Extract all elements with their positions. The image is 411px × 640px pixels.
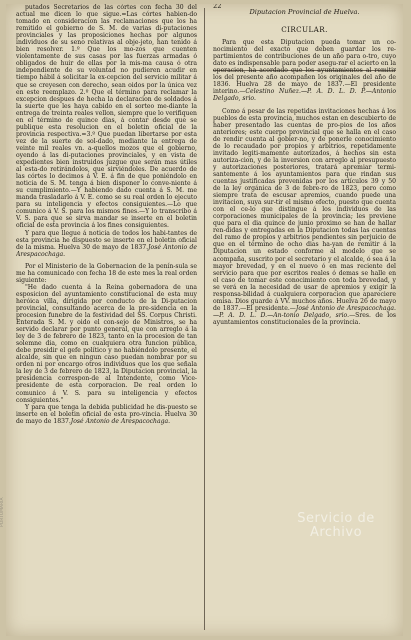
newspaper-page [6,4,403,636]
paragraph-reemplazo: putados Secretarios de las córtes con fecha 30 del actual me dicen lo que sigue.=Las córtes habien-do tomado en consideracion las reclamaciones que los ha remitido el gobierno de S. M. de varias di-putaciones provinciales y las proposiciones hechas por algunos individuos de su seno relativas al obje-jeto, han tenido á bien resolver. 1.º Que los mo-zos que cuenten violentamente de sus casas por las fuerzas armadas ó obligados de huir de ellas por la mis-ma causa ó otra independiente de su voluntad no pudieren acudir en tiempo hábil á solicitar la ex-cepcion del servicio militar á que se creyesen con derecho, sean oidos por la única vez en este reemplazo. 2.º Que el término para reclamar la excepcion despues de hecha la declaracion de soldados á la suerte que les haya cabido en el sorteo me-diante la entrega de treinta reales vellon, siempre que lo verifiquen en el término de quince dias, á contar desde que se publique esta resolucion en el boletin oficial de la provincia respectiva.=3.º Que puedan libertarse por esta vez de la suerte de sol-dado, mediante la entrega de veinte mil reales vn. a-quellos mozos que el gobierno, oyendo á las di-putaciones provinciales, y en vista de expedientes bien instruidos juzgue que serán mas útiles al esta-do retirándolos, que sirviéndoles. De acuerdo de las córtes lo decimos á V. E. á fin de que poniéndolo en noticia de S. M. tenga á bien disponer lo conve-niente á su cumplimiento.—Y habiendo dado cuenta á S. M. me manda trasladarlo á V. E. como se su real orden lo ejecuto para su inteligencia y efectos consiguientes.—Lo que comunico á V. S. para los mismos fines.—Y lo transcribo á V. S. para que se sirva mandar se inserte en el boletin oficial de esta provincia á los fines consiguientes. [16,4,197,230]
running-head: 22 Diputacion Provincial de Huelva. [213,4,360,16]
page-number: 22 [213,4,222,10]
paragraph-publicidad: Y para que tenga la debida publicidad he dis-puesto se inserte en el boletin oficial de esta pro-vincia. Huelva 30 de mayo de 1837.José Antonio de Arespacochaga. [16,403,197,425]
signature: José Antonio de Arespacochaga. [16,243,197,258]
signature: José Antonio de Arespacochaga.—P. A. D. L. D.—An-tonio Delgado, srio. [213,304,396,319]
signature: Celestino Nuñez.—P. A. D. L. D. P.—Antonio Delgado, srio. [213,88,396,103]
side-watermark: PORTUMARIA [0,497,5,527]
paragraph-repartimientos: Para que esta Diputacion pueda tomar un co-nocimiento del exacto que deben guardar los re-partimientos de contribuciones de un año para o-tro, cuyo dato es indispensable para poder asegu-rar el acierto en la operacion, ha acordado que los ayuntamientos al remitir los del presente año acompañen los originales del año de 1836. Huelva 28 de mayo de 1837.—El presidente interino.—Celestino Nuñez.—P. A. D. L. D. P.—Antonio Delgado, srio. [213,39,396,103]
column-divider [204,8,205,630]
circular-title: CIRCULAR. [281,25,328,35]
archive-watermark: Servicio de Archivo [297,511,375,540]
paragraph-ministerio: Por el Ministerio de la Gobernacion de la penín-sula se me ha comunicado con fecha 18 de este mes la real orden siguiente: [16,262,197,284]
paragraph-publicacion: Y para que llegue á noticia de todos los habi-tantes de esta provincia he dispuesto se inserte en el boletin oficial de la misma. Huelva 30 de mayo de 1837.José Antonio de Arespacochaga. [16,229,197,258]
right-column [213,4,396,636]
left-column [16,4,197,636]
paragraph-cuentas-propios: Como á pesar de las repetidas invitaciones hechas á los pueblos de esta provincia, muchos estan en descubierto de haber presentado las cuentas de pro-pios de los años anteriores; este cuerpo provincial que se halla en el caso de rendir cuenta al gobier-no, y de ponerle conocimiento de lo recaudado por propios y arbitrios, repetidamente invitado legiti-mamente autorizados, á hechos sin esta autoriza-cion, y de la inversion con arreglo al presupuesto y autorizaciones posteriores, tratará apremiar termi-santemente á los ayuntamientos para que rindan sus cuentas justificadas prevenidas por los artículos 39 y 50 de la ley orgánica de 3 de febre-ro de 1823, pero como siempre trata de escusar apremios, cuando puede una invitacion, suya sur-tir el mismo efecto, puesto que cuenta con el ce-lo que distingue á los individuos de las corporaciones municipales de la provincia; les previene que para el dia quince de junio proximo se han de hallar ren-didas y entregadas en la Diputacion todas las cuentas del ramo de propios y arbitrios pendientes sin perjuicio de que en el término de ocho dias ha-yan de remitir á la Diputacion un estado conforme al modelo que se acompaña, suscrito por el secretario y el alcalde, ó sea á la mayor brevedad, y en el nuevo ó en mas reciente del servicio para que por escritos reales ó demas se halle en el caso de tomar este conocimiento con toda brevedad, y se verá en la necesidad de usar de apremios y exigir la responsa-bilidad á cualquiera corporacion que apareciere omisa. Dios guarde á VV. muchos años. Huelva 26 de mayo de 1837.—El presidente.—José Antonio de Arespacochaga.—P. A. D. L. D.—An-tonio Delgado, srio.—Sres. de los ayuntamientos constitucionales de la provincia. [213,107,396,326]
signature: José Antonio de Arespacochaga. [70,417,171,425]
paragraph-real-orden: "He dado cuenta á la Reina gobernadora de una esposicion del ayuntamiento constitucional de esta muy heróica villa, dirigida por conducto de la Di-putacion provincial, consultando acerca de la pre-sidencia en la procesion funebre de la festividad del SS. Corpus Christi. Enterada S. M. y oido el con-sejo de Ministros, se ha servido declarar por punto general, que con arreglo á la ley de 3 de febrero de 1823, tanto en la procesion de tan solemne dia, como en cualquiera otra funcion pública, debe presidir el gefe político y no habiéndolo presente, el alcalde, sin que en ningun caso puedan nombrar por su orden ni por encargo otros individuos que los que señala la ley de 3 de febrero de 1823, la Diputacion provincial, la presidencia correspon-de al Intendente, como Vice-presidente de esta corporacion. De real orden lo comunico á V. S. para su inteligencia y efectos consiguientes." [16,283,197,404]
